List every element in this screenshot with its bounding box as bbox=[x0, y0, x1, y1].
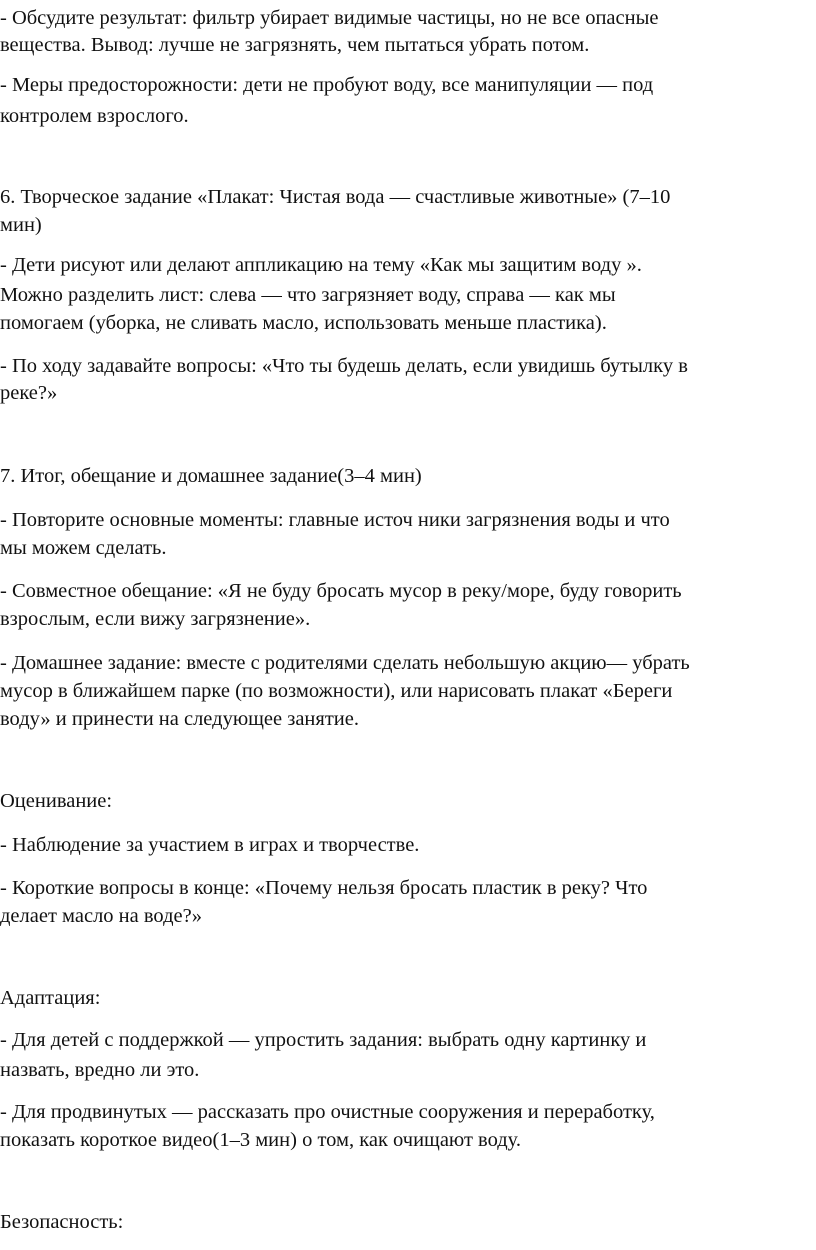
section-heading: 7. Итог, обещание и домашнее задание(3–4 мин) bbox=[0, 465, 422, 487]
text-line: назвать, вредно ли это. bbox=[0, 1059, 200, 1081]
text-line: - Домашнее задание: вместе с родителями сделать небольшую акцию— убрать bbox=[0, 652, 690, 674]
text-line: взрослым, если вижу загрязнение». bbox=[0, 608, 311, 630]
text-line: - Для детей с поддержкой — упростить задания: выбрать одну картинку и bbox=[0, 1029, 647, 1051]
text-line: - Для продвинутых — рассказать про очистные сооружения и переработку, bbox=[0, 1101, 655, 1123]
text-line: мин) bbox=[0, 214, 42, 236]
text-line: - Меры предосторожности: дети не пробуют воду, все манипуляции — под bbox=[0, 74, 654, 96]
text-line: мусор в ближайшем парке (по возможности), или нарисовать плакат «Береги bbox=[0, 680, 673, 702]
section-heading: 6. Творческое задание «Плакат: Чистая вода — счастливые животные» (7–10 bbox=[0, 186, 671, 208]
text-line: воду» и принести на следующее занятие. bbox=[0, 708, 359, 730]
section-heading: Адаптация: bbox=[0, 987, 101, 1009]
text-line: - Совместное обещание: «Я не буду бросать мусор в реку/море, буду говорить bbox=[0, 580, 682, 602]
text-line: Можно разделить лист: слева — что загрязняет воду, справа — как мы bbox=[0, 284, 616, 306]
text-line: мы можем сделать. bbox=[0, 537, 167, 559]
text-line: реке?» bbox=[0, 382, 58, 404]
text-line: - Короткие вопросы в конце: «Почему нельзя бросать пластик в реку? Что bbox=[0, 877, 648, 899]
text-line: - Обсудите результат: фильтр убирает видимые частицы, но не все опасные bbox=[0, 7, 659, 29]
text-line: показать короткое видео(1–3 мин) о том, как очищают воду. bbox=[0, 1129, 522, 1151]
section-heading: Оценивание: bbox=[0, 790, 113, 812]
text-line: контролем взрослого. bbox=[0, 105, 189, 127]
text-line: - Дети рисуют или делают аппликацию на тему «Как мы защитим воду ». bbox=[0, 254, 642, 276]
text-line: - Наблюдение за участием в играх и творчестве. bbox=[0, 834, 420, 856]
section-heading: Безопасность: bbox=[0, 1211, 124, 1233]
text-line: - Повторите основные моменты: главные источ ники загрязнения воды и что bbox=[0, 509, 670, 531]
text-line: вещества. Вывод: лучше не загрязнять, чем пытаться убрать потом. bbox=[0, 34, 590, 56]
text-line: делает масло на воде?» bbox=[0, 905, 202, 927]
text-line: - По ходу задавайте вопросы: «Что ты будешь делать, если увидишь бутылку в bbox=[0, 355, 688, 377]
text-line: помогаем (уборка, не сливать масло, использовать меньше пластика). bbox=[0, 312, 607, 334]
